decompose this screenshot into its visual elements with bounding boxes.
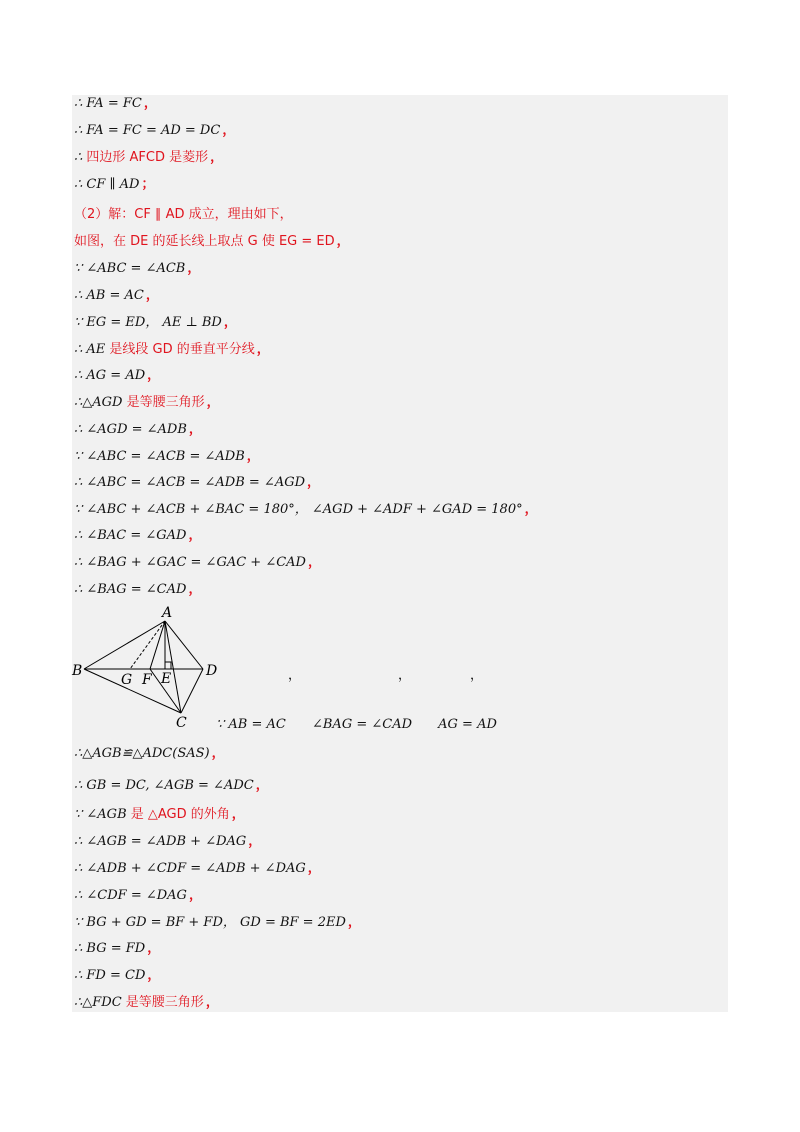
red-text: 是等腰三角形 <box>126 395 205 410</box>
punctuation: ， <box>223 315 237 330</box>
condition-ab-ac: ∵ AB = AC <box>216 717 286 732</box>
red-text: 是线段 GD 的垂直平分线 <box>109 342 255 357</box>
proof-line <box>74 857 321 881</box>
comma-1: ， <box>288 668 302 683</box>
proof-line <box>74 774 269 798</box>
punctuation: ， <box>256 342 270 357</box>
right-angle-mark <box>165 662 171 669</box>
proof-line <box>74 92 157 116</box>
proof-line <box>74 937 160 961</box>
math-text: ∴ FA = FC <box>74 96 142 111</box>
punctuation: ， <box>336 234 350 249</box>
proof-line <box>74 284 159 308</box>
comma-2: ， <box>398 668 412 683</box>
math-text: ∵ ∠AGB <box>74 807 131 822</box>
proof-line <box>74 884 202 908</box>
punctuation: ， <box>145 288 159 303</box>
red-text: 四边形 AFCD 是菱形 <box>86 150 209 165</box>
proof-line <box>74 964 160 988</box>
comma-3: ， <box>470 668 484 683</box>
proof-line <box>74 173 154 197</box>
math-text: ∴ FA = FC = AD = DC <box>74 123 221 138</box>
proof-line <box>74 524 201 548</box>
condition-bag-cad: ∠BAG = ∠CAD <box>311 717 413 732</box>
proof-line <box>74 203 295 227</box>
proof-line <box>74 391 220 415</box>
punctuation: ， <box>210 150 224 165</box>
proof-line <box>74 742 225 766</box>
math-text: ∴ CF ∥ AD <box>74 177 140 192</box>
segment-AC <box>165 621 181 713</box>
math-text: ∴ ∠AGD = ∠ADB <box>74 422 187 437</box>
label-B: B <box>72 663 83 679</box>
punctuation: ， <box>206 395 220 410</box>
proof-line <box>74 911 361 935</box>
math-text: ∵ ∠ABC = ∠ACB <box>74 261 186 276</box>
proof-line <box>74 364 160 388</box>
proof-line <box>74 230 350 254</box>
punctuation: ， <box>307 475 321 490</box>
math-text: ∴ ∠AGB = ∠ADB + ∠DAG <box>74 834 247 849</box>
punctuation: ， <box>188 528 202 543</box>
math-text: ∵ ∠ABC = ∠ACB = ∠ADB <box>74 449 245 464</box>
red-text: 如图，在 DE 的延长线上取点 G 使 EG = ED <box>74 234 335 249</box>
proof-line <box>74 498 538 522</box>
label-D: D <box>206 663 218 679</box>
proof-line <box>74 471 320 495</box>
proof-line <box>74 991 219 1015</box>
proof-line <box>74 119 235 143</box>
math-text: ∴ <box>74 150 87 165</box>
red-text: 是 △AGD 的外角 <box>130 807 230 822</box>
punctuation: ， <box>187 261 201 276</box>
punctuation: ， <box>307 861 321 876</box>
punctuation: ， <box>255 778 269 793</box>
proof-line <box>74 418 202 442</box>
math-text: ∴ ∠BAG + ∠GAC = ∠GAC + ∠CAD <box>74 555 306 570</box>
red-text: 是等腰三角形 <box>125 995 204 1010</box>
proof-line <box>74 578 201 602</box>
punctuation: ， <box>524 502 538 517</box>
math-text: ∴ ∠ABC = ∠ACB = ∠ADB = ∠AGD <box>74 475 306 490</box>
punctuation: ； <box>141 177 155 192</box>
punctuation: ， <box>205 995 219 1010</box>
punctuation: ， <box>147 968 161 983</box>
proof-line <box>74 146 223 170</box>
math-text: ∴ FD = CD <box>74 968 146 983</box>
punctuation: ， <box>246 449 260 464</box>
math-text: ∴ BG = FD <box>74 941 146 956</box>
math-text: ∴△AGB≌△ADC(SAS) <box>74 746 210 761</box>
label-A: A <box>162 605 173 621</box>
math-text: ∵ ∠ABC + ∠ACB + ∠BAC = 180°， ∠AGD + ∠ADF + ∠GAD = 180° <box>74 502 523 517</box>
math-text: ∴ ∠CDF = ∠DAG <box>74 888 187 903</box>
punctuation: ， <box>143 96 157 111</box>
proof-line <box>74 445 260 469</box>
label-E: E <box>161 671 172 687</box>
label-G: G <box>121 672 133 688</box>
punctuation: ， <box>188 422 202 437</box>
punctuation: ， <box>188 582 202 597</box>
punctuation: ， <box>307 555 321 570</box>
red-text: （2）解：CF ∥ AD 成立，理由如下， <box>74 207 293 222</box>
math-text: ∴△AGD <box>74 395 127 410</box>
segment-AB <box>84 621 165 669</box>
math-text: ∴ AE <box>74 342 110 357</box>
math-text: ∴△FDC <box>74 995 126 1010</box>
math-text: ∵ BG + GD = BF + FD， GD = BF = 2ED <box>74 915 346 930</box>
punctuation: ， <box>231 807 245 822</box>
math-text: ∴ ∠BAC = ∠GAD <box>74 528 187 543</box>
proof-line <box>74 551 321 575</box>
segment-AG-dashed <box>130 621 165 669</box>
proof-line <box>74 803 245 827</box>
congruence-conditions <box>216 713 519 737</box>
punctuation: ， <box>211 746 225 761</box>
punctuation: ， <box>188 888 202 903</box>
math-text: ∵ EG = ED， AE ⊥ BD <box>74 315 222 330</box>
punctuation: ， <box>222 123 236 138</box>
proof-line <box>74 830 261 854</box>
punctuation: ， <box>147 941 161 956</box>
proof-line <box>74 311 237 335</box>
punctuation: ， <box>248 834 262 849</box>
segment-CD <box>181 669 203 713</box>
condition-ag-ad: AG = AD <box>438 717 497 732</box>
math-text: ∴ GB = DC, ∠AGB = ∠ADC <box>74 778 254 793</box>
math-text: ∴ AG = AD <box>74 368 146 383</box>
math-text: ∴ AB = AC <box>74 288 144 303</box>
proof-line <box>74 338 270 362</box>
math-text: ∴ ∠BAG = ∠CAD <box>74 582 187 597</box>
proof-line <box>74 257 200 281</box>
punctuation: ， <box>347 915 361 930</box>
label-F: F <box>142 672 152 688</box>
geometry-figure <box>70 603 220 729</box>
math-text: ∴ ∠ADB + ∠CDF = ∠ADB + ∠DAG <box>74 861 306 876</box>
punctuation: ， <box>147 368 161 383</box>
label-C: C <box>176 715 187 729</box>
